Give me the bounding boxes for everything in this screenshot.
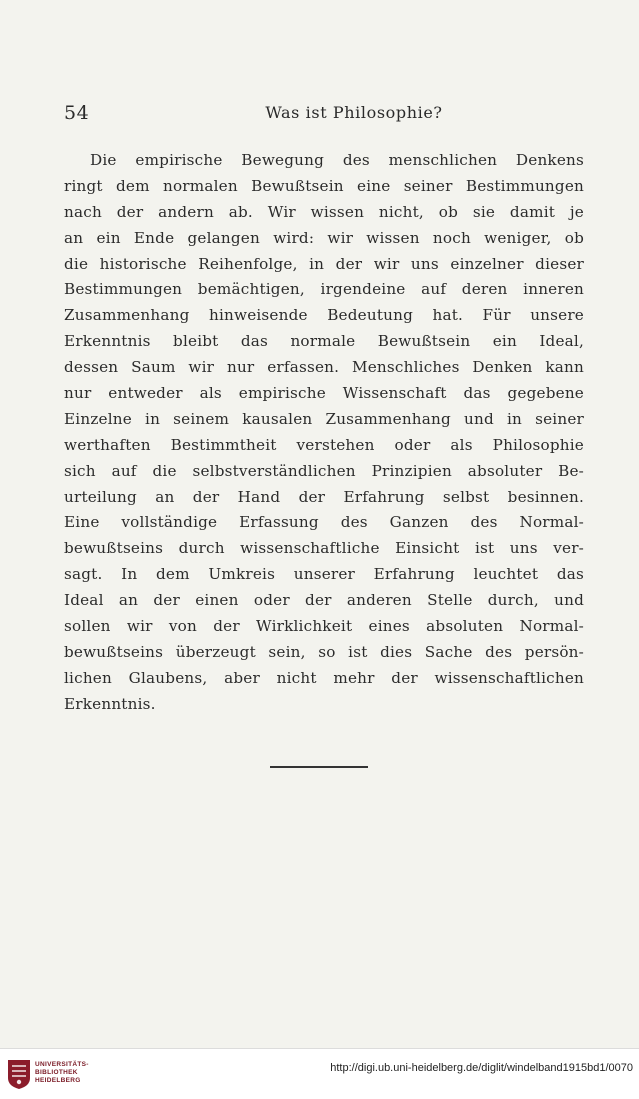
text-line: sollen wir von der Wirklichkeit eines absoluten Normal- [64, 617, 584, 636]
text-line: ringt dem normalen Bewußtsein eine seiner Bestimmungen [64, 176, 584, 195]
library-name-line: UNIVERSITÄTS- [35, 1061, 89, 1068]
body-paragraph [64, 148, 584, 718]
library-name-line: BIBLIOTHEK [35, 1069, 78, 1076]
library-name [35, 1061, 89, 1085]
page-header [64, 102, 584, 128]
footer-bar [0, 1048, 639, 1099]
text-line: bewußtseins durch wissenschaftliche Einsicht ist uns ver- [64, 539, 584, 558]
text-line: Die empirische Bewegung des menschlichen Denkens [90, 151, 584, 169]
text-line: Erkenntnis. [64, 694, 156, 713]
text-line: nur entweder als empirische Wissenschaft das gegebene [64, 384, 584, 403]
text-line: werthaften Bestimmtheit verstehen oder als Philosophie [64, 435, 584, 454]
text-line: sich auf die selbstverständlichen Prinzipien absoluter Be- [64, 461, 584, 480]
text-line: Eine vollständige Erfassung des Ganzen des Normal- [64, 513, 584, 532]
text-line: die historische Reihenfolge, in der wir uns einzelner dieser [64, 254, 584, 273]
text-line: Bestimmungen bemächtigen, irgendeine auf deren inneren [64, 280, 584, 299]
text-line: nach der andern ab. Wir wissen nicht, ob sie damit je [64, 202, 584, 221]
section-divider [270, 766, 368, 768]
page-number: 54 [64, 102, 90, 124]
running-title: Was ist Philosophie? [265, 103, 443, 122]
text-line: lichen Glaubens, aber nicht mehr der wissenschaftlichen [64, 668, 584, 687]
library-name-line: HEIDELBERG [35, 1077, 81, 1084]
library-seal-icon [6, 1058, 32, 1090]
source-url-link[interactable]: http://digi.ub.uni-heidelberg.de/diglit/windelband1915bd1/0070 [330, 1062, 633, 1074]
text-line: urteilung an der Hand der Erfahrung selbst besinnen. [64, 487, 584, 506]
text-line: Ideal an der einen oder der anderen Stelle durch, und [64, 591, 584, 610]
text-line: an ein Ende gelangen wird: wir wissen noch weniger, ob [64, 228, 584, 247]
text-line: dessen Saum wir nur erfassen. Menschliches Denken kann [64, 358, 584, 377]
text-line: bewußtseins überzeugt sein, so ist dies Sache des persön- [64, 642, 584, 661]
text-line: Erkenntnis bleibt das normale Bewußtsein ein Ideal, [64, 332, 584, 351]
text-line: Zusammenhang hinweisende Bedeutung hat. Für unsere [64, 306, 584, 325]
text-line: sagt. In dem Umkreis unserer Erfahrung leuchtet das [64, 565, 584, 584]
text-line: Einzelne in seinem kausalen Zusammenhang und in seiner [64, 409, 584, 428]
